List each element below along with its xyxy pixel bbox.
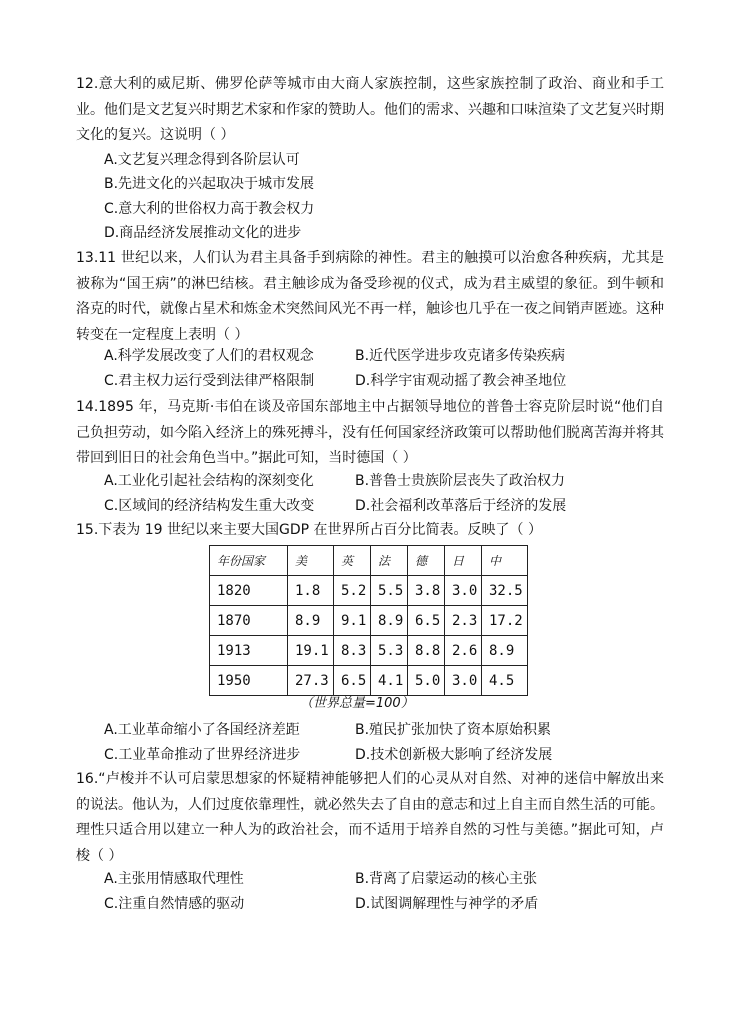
table-cell-year: 1870	[210, 606, 288, 636]
question-12-option-d: D.商品经济发展推动文化的进步	[104, 225, 302, 241]
question-14-option-d: D.社会福利改革落后于经济的发展	[355, 498, 567, 514]
table-cell-year: 1950	[210, 666, 288, 696]
question-12-option-b: B.先进文化的兴起取决于城市发展	[104, 176, 315, 192]
question-15-option-d: D.技术创新极大影响了经济发展	[355, 747, 553, 763]
question-13-stem: 13.11 世纪以来，人们认为君主具备手到病除的神性。君主的触摸可以治愈各种疾病，尤其是被称为“国王病”的淋巴结核。君主触诊成为备受珍视的仪式，成为君主威望的象征。到牛顿和洛克的时代，就像占星术和炼金术突然间风光不再一样，触诊也几乎在一夜之间销声匿迹。这种转变在一定程度上表明（ ）	[76, 250, 664, 343]
question-14-option-b: B.普鲁士贵族阶层丧失了政治权力	[355, 473, 566, 489]
question-16-option-a: A.主张用情感取代理性	[104, 871, 244, 887]
table-row	[210, 606, 528, 636]
table-header-cell: 美	[288, 546, 334, 576]
table-row	[210, 666, 528, 696]
question-16-option-c: C.注重自然情感的驱动	[104, 896, 245, 912]
table-cell: 5.5	[371, 576, 408, 606]
table-cell: 8.9	[288, 606, 334, 636]
question-12-stem: 12.意大利的威尼斯、佛罗伦萨等城市由大商人家族控制，这些家族控制了政治、商业和手工业。他们是文艺复兴时期艺术家和作家的赞助人。他们的需求、兴趣和口味渲染了文艺复兴时期文化的复兴。这说明（ ）	[76, 76, 664, 144]
table-cell: 5.3	[371, 636, 408, 666]
table-cell: 6.5	[408, 606, 445, 636]
question-14-option-a: A.工业化引起社会结构的深刻变化	[104, 473, 314, 489]
table-header-cell: 法	[371, 546, 408, 576]
table-cell: 1.8	[288, 576, 334, 606]
question-15-option-b: B.殖民扩张加快了资本原始积累	[355, 722, 552, 738]
table-cell: 8.8	[408, 636, 445, 666]
question-15-option-a: A.工业革命缩小了各国经济差距	[104, 722, 300, 738]
table-cell: 8.9	[371, 606, 408, 636]
question-15-option-c: C.工业革命推动了世界经济进步	[104, 747, 301, 763]
table-cell: 3.0	[445, 576, 482, 606]
table-cell: 4.1	[371, 666, 408, 696]
table-row	[210, 636, 528, 666]
table-cell: 8.9	[482, 636, 528, 666]
table-cell: 27.3	[288, 666, 334, 696]
table-cell-year: 1913	[210, 636, 288, 666]
gdp-share-table	[209, 545, 528, 696]
question-12-option-a: A.文艺复兴理念得到各阶层认可	[104, 152, 300, 168]
question-16-option-d: D.试图调解理性与神学的矛盾	[355, 896, 539, 912]
table-header-cell: 英	[334, 546, 371, 576]
question-13-option-b: B.近代医学进步攻克诸多传染疾病	[355, 348, 566, 364]
table-row	[210, 576, 528, 606]
table-cell: 17.2	[482, 606, 528, 636]
table-cell: 8.3	[334, 636, 371, 666]
question-14-option-c: C.区域间的经济结构发生重大改变	[104, 498, 315, 514]
table-header-cell: 中	[482, 546, 528, 576]
table-cell: 19.1	[288, 636, 334, 666]
table-cell: 4.5	[482, 666, 528, 696]
table-cell: 2.3	[445, 606, 482, 636]
table-header-row	[210, 546, 528, 576]
question-13-option-c: C.君主权力运行受到法律严格限制	[104, 373, 315, 389]
table-header-cell: 德	[408, 546, 445, 576]
question-16-stem: 16.“卢梭并不认可启蒙思想家的怀疑精神能够把人们的心灵从对自然、对神的迷信中解放出来的说法。他认为，人们过度依靠理性，就必然失去了自由的意志和过上自主而自然生活的可能。理性只适合用以建立一种人为的政治社会，而不适用于培养自然的习性与美德。”据此可知，卢梭（ ）	[76, 771, 664, 864]
table-cell: 2.6	[445, 636, 482, 666]
table-cell: 3.8	[408, 576, 445, 606]
table-note: （世界总量=100）	[300, 696, 414, 711]
table-header-cell: 年份国家	[210, 546, 288, 576]
question-15-stem: 15.下表为 19 世纪以来主要大国GDP 在世界所占百分比简表。反映了（ ）	[76, 522, 542, 538]
table-header-cell: 日	[445, 546, 482, 576]
question-14-stem: 14.1895 年，马克斯·韦伯在谈及帝国东部地主中占据领导地位的普鲁士容克阶层时说“他们自己负担劳动，如今陷入经济上的殊死搏斗，没有任何国家经济政策可以帮助他们脱离苦海并将其带回到旧日的社会角色当中。”据此可知，当时德国（ ）	[76, 399, 664, 467]
table-cell: 5.2	[334, 576, 371, 606]
table-cell: 5.0	[408, 666, 445, 696]
table-cell: 3.0	[445, 666, 482, 696]
table-cell: 9.1	[334, 606, 371, 636]
question-12-option-c: C.意大利的世俗权力高于教会权力	[104, 201, 315, 217]
table-cell-year: 1820	[210, 576, 288, 606]
question-13-option-a: A.科学发展改变了人们的君权观念	[104, 348, 314, 364]
table-cell: 6.5	[334, 666, 371, 696]
question-13-option-d: D.科学宇宙观动摇了教会神圣地位	[355, 373, 567, 389]
table-cell: 32.5	[482, 576, 528, 606]
question-16-option-b: B.背离了启蒙运动的核心主张	[355, 871, 538, 887]
